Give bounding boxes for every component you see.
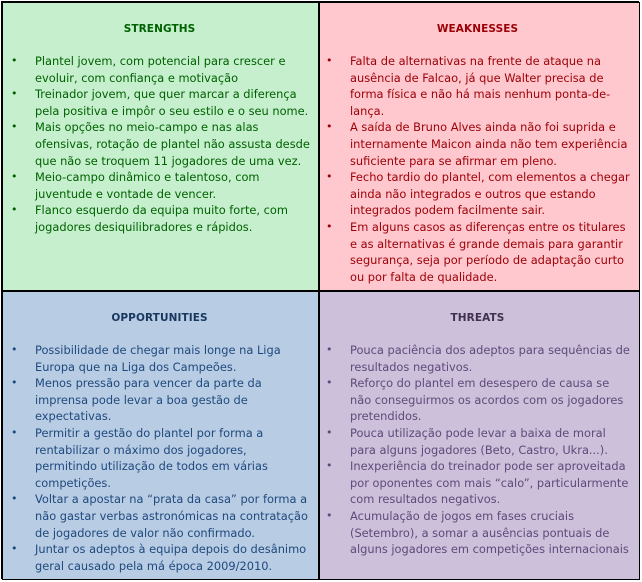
opportunities-item-text: Permitir a gestão do plantel por forma a rentabilizar o máximo dos jogadores, permitindo utilização de todos em várias competições. bbox=[35, 425, 268, 490]
weaknesses-item-text: A saída de Bruno Alves ainda não foi suprida e internamente Maicon ainda não tem experiência suficiente para se afirmar em pleno. bbox=[350, 120, 628, 168]
bullet-icon: • bbox=[326, 170, 333, 184]
opportunities-item bbox=[9, 425, 310, 491]
opportunities-item bbox=[9, 375, 310, 425]
strengths-quadrant bbox=[2, 2, 319, 291]
bullet-icon: • bbox=[11, 203, 18, 217]
threats-item bbox=[324, 425, 631, 458]
opportunities-item bbox=[9, 491, 310, 541]
threats-item-text: Inexperiência do treinador pode ser aproveitada por oponentes com mais “calo”, particularmente com resultados negativos. bbox=[350, 459, 629, 507]
bullet-icon: • bbox=[11, 376, 18, 390]
threats-quadrant bbox=[319, 291, 640, 580]
bullet-icon: • bbox=[11, 170, 18, 184]
strengths-title: STRENGTHS bbox=[123, 23, 196, 35]
bullet-icon: • bbox=[326, 508, 333, 522]
strengths-item-text: Treinador jovem, que quer marcar a diferença pela positiva e impôr o seu estilo e o seu nome. bbox=[35, 87, 309, 118]
bullet-icon: • bbox=[326, 343, 333, 356]
threats-item bbox=[324, 508, 631, 558]
strengths-item-text: Meio-campo dinâmico e talentoso, com juventude e vontade de vencer. bbox=[35, 170, 260, 201]
bullet-icon: • bbox=[11, 87, 18, 101]
strengths-item-text: Plantel jovem, com potencial para crescer e evoluir, com confiança e motivação bbox=[35, 54, 286, 85]
threats-item bbox=[324, 375, 631, 425]
opportunities-item-text: Juntar os adeptos à equipa depois do desânimo geral causado pela má época 2009/2010. bbox=[35, 542, 307, 573]
threats-item-text: Pouca utilização pode levar a baixa de moral para alguns jogadores (Beto, Castro, Ukra...). bbox=[350, 425, 608, 457]
opportunities-item-text: Menos pressão para vencer da parte da imprensa pode levar a boa gestão de expectativas. bbox=[35, 376, 262, 424]
weaknesses-item bbox=[324, 219, 631, 285]
threats-item-text: Acumulação de jogos em fases cruciais (Setembro), a somar a ausências pontuais de alguns jogadores em competições internacionais bbox=[350, 508, 629, 557]
weaknesses-title: WEAKNESSES bbox=[436, 23, 519, 35]
opportunities-item bbox=[9, 541, 310, 574]
opportunities-item-text: Voltar a apostar na “prata da casa” por forma a não gastar verbas astronómicas na contratação de jogadores de valor não confirmado. bbox=[35, 492, 308, 540]
opportunities-item-text: Possibilidade de chegar mais longe na Liga Europa que na Liga dos Campeões. bbox=[35, 343, 281, 374]
weaknesses-item bbox=[324, 119, 631, 169]
weaknesses-list bbox=[324, 53, 631, 285]
strengths-list bbox=[9, 53, 310, 236]
strengths-item-text: Mais opções no meio-campo e nas alas ofensivas, rotação de plantel não assusta desde que não se troquem 11 jogadores de uma vez. bbox=[35, 120, 310, 168]
strengths-item-text: Flanco esquerdo da equipa muito forte, com jogadores desiquilibradores e rápidos. bbox=[35, 203, 288, 234]
weaknesses-item-text: Fecho tardio do plantel, com elementos a chegar ainda não integrados e outros que estando integrados podem facilmente sair. bbox=[350, 170, 630, 218]
weaknesses-item bbox=[324, 53, 631, 119]
bullet-icon: • bbox=[326, 54, 333, 67]
bullet-icon: • bbox=[326, 425, 333, 439]
opportunities-quadrant bbox=[2, 291, 319, 580]
opportunities-item bbox=[9, 342, 310, 375]
strengths-item bbox=[9, 169, 310, 202]
threats-item bbox=[324, 342, 631, 375]
threats-list bbox=[324, 342, 631, 558]
threats-item bbox=[324, 458, 631, 508]
threats-item-text: Reforço do plantel em desespero de causa se não conseguirmos os acordos com os jogadores pretendidos. bbox=[350, 376, 624, 424]
weaknesses-quadrant bbox=[319, 2, 640, 291]
bullet-icon: • bbox=[11, 425, 18, 439]
bullet-icon: • bbox=[326, 459, 333, 473]
weaknesses-item-text: Em alguns casos as diferenças entre os titulares e as alternativas é grande demais para garantir segurança, seja por período de adaptação curto ou por falta de qualidade. bbox=[350, 219, 626, 284]
strengths-item bbox=[9, 202, 310, 235]
threats-item-text: Pouca paciência dos adeptos para sequências de resultados negativos. bbox=[350, 343, 630, 374]
strengths-item bbox=[9, 119, 310, 169]
bullet-icon: • bbox=[11, 492, 18, 506]
bullet-icon: • bbox=[326, 376, 333, 390]
threats-title: THREATS bbox=[450, 312, 505, 324]
weaknesses-item bbox=[324, 169, 631, 219]
bullet-icon: • bbox=[326, 120, 333, 134]
bullet-icon: • bbox=[11, 343, 18, 356]
swot-table bbox=[1, 1, 639, 579]
strengths-item bbox=[9, 86, 310, 119]
bullet-icon: • bbox=[326, 219, 333, 233]
bullet-icon: • bbox=[11, 54, 18, 67]
bullet-icon: • bbox=[11, 542, 18, 556]
strengths-item bbox=[9, 53, 310, 86]
bullet-icon: • bbox=[11, 120, 18, 134]
opportunities-list bbox=[9, 342, 310, 574]
weaknesses-item-text: Falta de alternativas na frente de ataque na ausência de Falcao, já que Walter precisa de forma física e não há mais nenhum ponta-de-lança. bbox=[350, 54, 611, 118]
opportunities-title: OPPORTUNITIES bbox=[111, 312, 208, 324]
